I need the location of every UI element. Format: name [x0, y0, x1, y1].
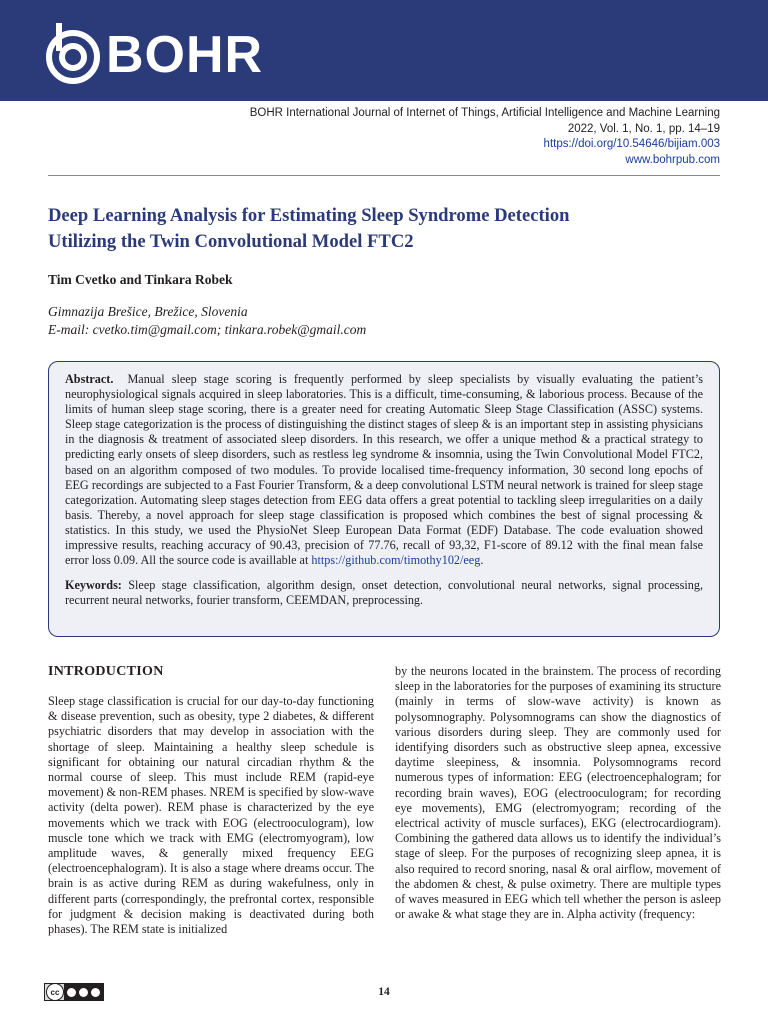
intro-paragraph-left: Sleep stage classification is crucial for our day-to-day functioning & disease prevention, such as obesity, type 2 diabetes, & different psychiatric disorders that may develop in association with the shortage of sleep. Maintaining a healthy sleep schedule is significant for obtaining our natural circadian rhythm & the normal course of sleep. This must include REM (rapid-eye movement) & non-REM phases. NREM is specified by slow-wave activity (delta power). REM phase is characterized by the eye movements which we track with EOG (electrooculogram), low muscle tone which we track with EMG (electromyogram), low amplitude waves, & generally mixed frequency EEG (electroencephalogram). It is also a stage where dreams occur. The brain is as active during REM as during wakefulness, only in different parts (correspondingly, the prefrontal cortex, responsible for judgment & decision making is deactivated during both phases). The REM state is initialized	[48, 694, 374, 937]
cc-icon: cc	[46, 983, 64, 1001]
publisher-banner	[0, 0, 768, 101]
authors: Tim Cvetko and Tinkara Robek	[48, 272, 233, 287]
article-title	[48, 203, 728, 255]
abstract-end: .	[480, 553, 484, 568]
title-line-2: Utilizing the Twin Convolutional Model FTC2	[48, 231, 414, 252]
affiliation-block	[48, 303, 366, 339]
section-heading-introduction: INTRODUCTION	[48, 664, 164, 679]
title-line-1: Deep Learning Analysis for Estimating Sleep Syndrome Detection	[48, 205, 570, 226]
abstract-box	[48, 361, 720, 637]
doi-link[interactable]: https://doi.org/10.54646/bijiam.003	[543, 138, 720, 150]
journal-citation: 2022, Vol. 1, No. 1, pp. 14–19	[567, 122, 720, 135]
website-link[interactable]: www.bohrpub.com	[625, 153, 720, 166]
body-column-left	[48, 664, 374, 937]
header-divider	[48, 175, 720, 176]
journal-info	[250, 106, 720, 168]
abstract-label: Abstract.	[65, 372, 114, 386]
source-code-link[interactable]: https://github.com/timothy102/eeg	[311, 553, 481, 568]
keywords-label: Keywords:	[65, 578, 122, 593]
keywords-paragraph	[65, 578, 703, 608]
intro-paragraph-right: by the neurons located in the brainstem. The process of recording sleep in the laboratories for the purposes of examining its structure (mainly in terms of slow-wave activity) is known as polysomnography. Polysomnograms can show the diagnostics of various disorders during sleep. They are commonly used for identifying disorders such as obstructive sleep apnea, excessive daytime sleepiness, & insomnia. Polysomnograms record numerous types of information: EEG (electroencephalogram; for recording brain waves), EOG (electrooculogram; for recording eye movements), EMG (electromyogram; recording of the electrical activity of muscle surfaces), EKG (electrocardiogram). Combining the gathered data allows us to identify the individual’s stage of sleep. For the purposes of recognizing sleep apnea, it is also required to record snoring, nasal & oral airflow, movement of the abdomen & chest, & pulse oximetry. There are multiple types of waves measured in EEG which tell whether the person is asleep or awake & what stage they are in. Alpha activity (frequency:	[395, 664, 721, 922]
body-column-right	[395, 664, 721, 922]
email: E-mail: cvetko.tim@gmail.com; tinkara.robek@gmail.com	[48, 322, 367, 337]
affiliation: Gimnazija Brešice, Brežice, Slovenia	[48, 304, 248, 319]
bohr-logo-icon	[44, 21, 102, 85]
publisher-logo[interactable]	[44, 18, 263, 88]
page-number: 14	[378, 986, 390, 998]
logo-wordmark: BOHR	[106, 26, 264, 84]
journal-name: BOHR International Journal of Internet of Things, Artificial Intelligence and Machine Learning	[249, 107, 720, 119]
abstract-text: Manual sleep stage scoring is frequently performed by sleep specialists by visually evaluating the patient’s neurophysiological signals acquired in sleep laboratories. This is a difficult, time-consuming, & laborious process. Because of the limits of human sleep stage scoring, there is a greater need for creating Automatic Sleep Stage Classification (ASSC) systems. Sleep stage categorization is the process of distinguishing the distinct stages of sleep & is an important step in assisting physicians in the diagnosis & treatment of associated sleep disorders. In this research, we offer a unique method & a practical strategy to predicting early onsets of sleep disorders, such as restless leg syndrome & insomnia, using the Twin Convolutional Model FTC2, based on an algorithm composed of two modules. To provide localised time-frequency information, 30 second long epochs of EEG recordings are subjected to a Fast Fourier Transform, & a deep convolutional LSTM neural network is trained for sleep stage categorization. Automating sleep stages detection from EEG data offers a great potential to tackling sleep irregularities on a daily basis. Thereby, a novel approach for sleep stage classification is proposed which combines the best of signal processing & statistics. In this study, we used the PhysioNet Sleep European Data Format (EDF) Database. The code evaluation showed impressive results, reaching accuracy of 90.43, precision of 77.76, recall of 93,32, F1-score of 89.12 with the final mean false error loss 0.09. All the source code is availlable at	[65, 372, 703, 568]
keywords-text: Sleep stage classification, algorithm design, onset detection, convolutional neural networks, signal processing, recurrent neural networks, fourier transform, CEEMDAN, preprocessing.	[65, 578, 703, 608]
abstract-paragraph	[65, 372, 703, 568]
